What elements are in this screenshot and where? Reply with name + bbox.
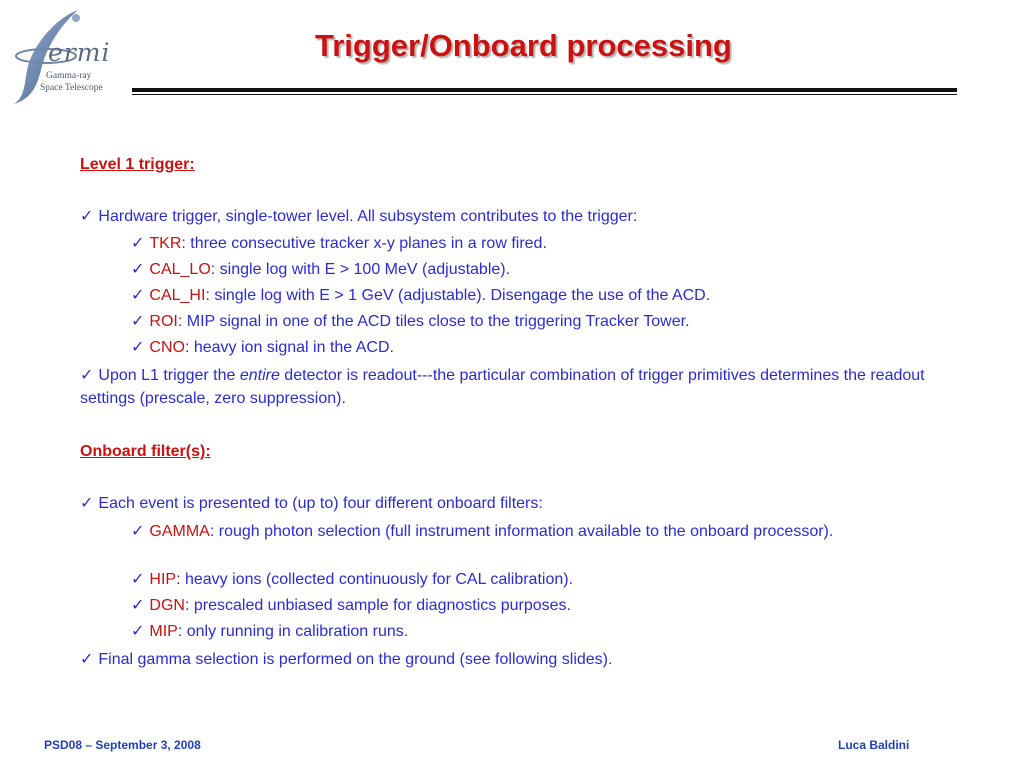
sub-bullet-gamma: ✓ GAMMA: rough photon selection (full instrument information available to the onboard processor).	[131, 523, 834, 540]
keyword: CAL_LO	[149, 261, 211, 278]
sub-bullet-tkr: ✓ TKR: three consecutive tracker x-y planes in a row fired.	[131, 235, 547, 252]
check-icon: ✓	[80, 495, 94, 512]
keyword: TKR	[149, 235, 182, 252]
check-icon: ✓	[131, 235, 145, 252]
check-icon: ✓	[131, 261, 145, 278]
keyword: DGN	[149, 597, 185, 614]
check-icon: ✓	[131, 339, 145, 356]
check-icon: ✓	[131, 287, 145, 304]
bullet-onboard-filters: ✓ Each event is presented to (up to) four different onboard filters:	[80, 495, 543, 512]
logo-wordmark: ermi	[48, 38, 111, 67]
sub-bullet-mip: ✓ MIP: only running in calibration runs.	[131, 623, 409, 640]
sub-bullet-cal-hi: ✓ CAL_HI: single log with E > 1 GeV (adjustable). Disengage the use of the ACD.	[131, 287, 711, 304]
check-icon: ✓	[131, 313, 145, 330]
check-icon: ✓	[80, 651, 94, 668]
keyword: MIP	[149, 623, 178, 640]
slide-title: Trigger/Onboard processing	[315, 28, 732, 63]
footer-conference-date: PSD08 – September 3, 2008	[44, 738, 201, 752]
keyword: CNO	[149, 339, 185, 356]
sub-bullet-roi: ✓ ROI: MIP signal in one of the ACD tiles close to the triggering Tracker Tower.	[131, 313, 690, 330]
check-icon: ✓	[131, 523, 145, 540]
keyword: ROI	[149, 313, 178, 330]
sub-bullet-cal-lo: ✓ CAL_LO: single log with E > 100 MeV (adjustable).	[131, 261, 511, 278]
check-icon: ✓	[80, 208, 94, 225]
check-icon: ✓	[131, 623, 145, 640]
check-icon: ✓	[131, 597, 145, 614]
keyword: CAL_HI	[149, 287, 206, 304]
sub-bullet-hip: ✓ HIP: heavy ions (collected continuously for CAL calibration).	[131, 571, 574, 588]
fermi-logo	[4, 4, 124, 108]
logo-subtitle-line1: Gamma-ray	[46, 71, 92, 81]
sub-bullet-cno: ✓ CNO: heavy ion signal in the ACD.	[131, 339, 394, 356]
footer-author: Luca Baldini	[838, 738, 910, 752]
sub-bullet-dgn: ✓ DGN: prescaled unbiased sample for diagnostics purposes.	[131, 597, 571, 614]
section-heading-level1: Level 1 trigger:	[80, 156, 195, 173]
logo-subtitle-line2: Space Telescope	[40, 83, 103, 93]
logo-subtitle	[40, 70, 124, 94]
section-heading-onboard-filters: Onboard filter(s):	[80, 443, 211, 460]
bullet-hardware-trigger: ✓ Hardware trigger, single-tower level. All subsystem contributes to the trigger:	[80, 208, 638, 225]
title-rule-thin	[132, 94, 957, 95]
keyword: HIP	[149, 571, 177, 588]
title-rule-thick	[132, 88, 957, 92]
keyword: GAMMA	[149, 523, 210, 540]
check-icon: ✓	[131, 571, 145, 588]
bullet-l1-readout: ✓ Upon L1 trigger the entire detector is readout---the particular combination of trigger primitives determines the readout settings (prescale, zero suppression).	[80, 367, 925, 407]
check-icon: ✓	[80, 367, 94, 384]
bullet-final-gamma-selection: ✓ Final gamma selection is performed on the ground (see following slides).	[80, 651, 613, 668]
